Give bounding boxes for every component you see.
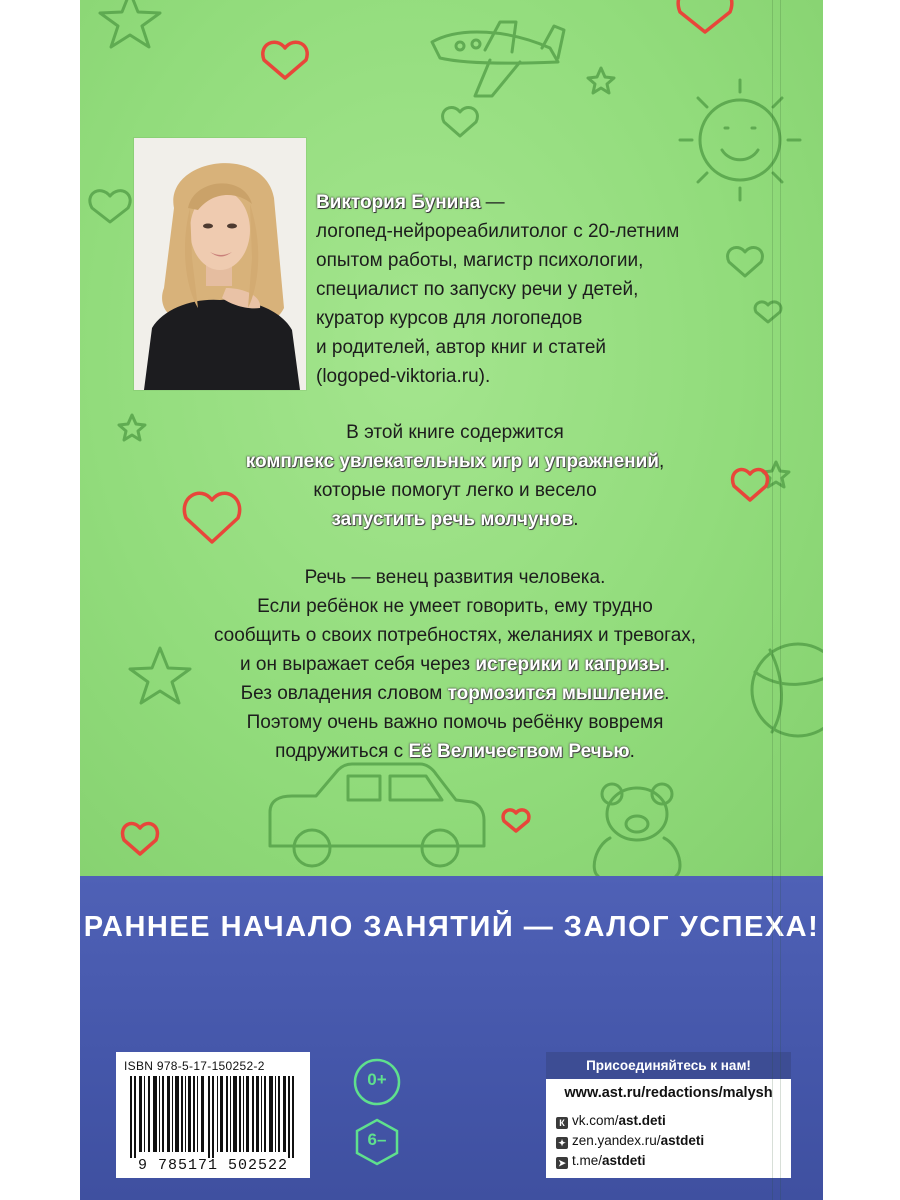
vk-icon: К bbox=[556, 1117, 568, 1129]
bio-line-6: и родителей, автор книг и статей bbox=[316, 337, 607, 358]
heart-icon bbox=[503, 810, 529, 831]
isbn-barcode bbox=[116, 1052, 310, 1178]
bio-line-4: специалист по запуску речи у детей, bbox=[316, 279, 639, 300]
vk-link[interactable]: К vk.com/ast.deti bbox=[556, 1113, 666, 1133]
highlight-text: комплекс увлекательных игр и упражнений bbox=[245, 451, 659, 472]
highlight-text: запустить речь молчунов bbox=[331, 509, 574, 530]
author-name: Виктория Бунина bbox=[316, 192, 481, 213]
age-rating-label: 0+ bbox=[367, 1070, 387, 1089]
small-star-icon bbox=[119, 415, 145, 440]
spine-crease bbox=[780, 0, 781, 1200]
bio-line-3: опытом работы, магистр психологии, bbox=[316, 250, 644, 271]
bio-line-5: куратор курсов для логопедов bbox=[316, 308, 583, 329]
speech-importance-text: Речь — венец развития человека. Если ребёнок не умеет говорить, ему трудно сообщить о своих потребностях, желаниях и тревогах, и он выражает себя через истерики и капризы. Без овладения словом тормозится мышление. Поэтому очень важно помочь ребёнку вовремя подружиться с Её Величеством Речью. bbox=[213, 567, 697, 762]
book-description: В этой книге содержится комплекс увлекательных игр и упражнений, которые помогут легко и весело запустить речь молчунов. bbox=[245, 422, 665, 530]
bio-line-2: логопед-нейрореабилитолог с 20-летним bbox=[316, 221, 680, 242]
heart-icon bbox=[123, 824, 158, 854]
bio-line-7: (logoped-viktoria.ru). bbox=[316, 366, 491, 387]
heart-icon bbox=[678, 0, 732, 32]
sun-icon bbox=[680, 80, 800, 200]
author-photo bbox=[134, 138, 306, 390]
book-back-cover bbox=[80, 0, 823, 1200]
star-icon bbox=[100, 0, 160, 47]
airplane-icon bbox=[432, 22, 564, 96]
highlight-text: тормозится мышление bbox=[447, 683, 665, 704]
highlight-text: Её Величеством Речью bbox=[408, 741, 630, 762]
heart-outline-icon bbox=[90, 191, 130, 222]
social-links-panel bbox=[546, 1052, 791, 1178]
age-rating-label: 6– bbox=[367, 1130, 387, 1149]
publisher-site-link[interactable]: www.ast.ru/redactions/malysh bbox=[564, 1085, 773, 1101]
slogan: РАННЕЕ НАЧАЛО ЗАНЯТИЙ — ЗАЛОГ УСПЕХА! bbox=[83, 911, 820, 943]
car-icon bbox=[270, 764, 484, 866]
zen-link[interactable]: ✦ zen.yandex.ru/astdeti bbox=[556, 1133, 704, 1153]
telegram-link[interactable]: ➤ t.me/astdeti bbox=[556, 1153, 646, 1173]
heart-icon bbox=[263, 42, 307, 78]
teddy-bear-icon bbox=[594, 784, 680, 876]
spine-crease bbox=[772, 0, 773, 1200]
barcode-icon bbox=[122, 1076, 304, 1158]
telegram-icon: ➤ bbox=[556, 1157, 568, 1169]
barcode-number: 9 785171 502522 bbox=[137, 1157, 289, 1174]
author-bio bbox=[316, 188, 816, 391]
zen-icon: ✦ bbox=[556, 1137, 568, 1149]
age-rating-badge bbox=[352, 1117, 402, 1167]
bio-line-1: Виктория Бунина — bbox=[316, 192, 505, 213]
small-star-icon bbox=[588, 68, 614, 93]
ball-icon bbox=[752, 644, 823, 736]
highlight-text: истерики и капризы bbox=[475, 654, 665, 675]
isbn-label: ISBN 978-5-17-150252-2 bbox=[124, 1059, 265, 1073]
heart-outline-icon bbox=[443, 107, 478, 136]
age-rating-badge bbox=[352, 1057, 402, 1107]
social-heading: Присоединяйтесь к нам! bbox=[546, 1052, 791, 1079]
